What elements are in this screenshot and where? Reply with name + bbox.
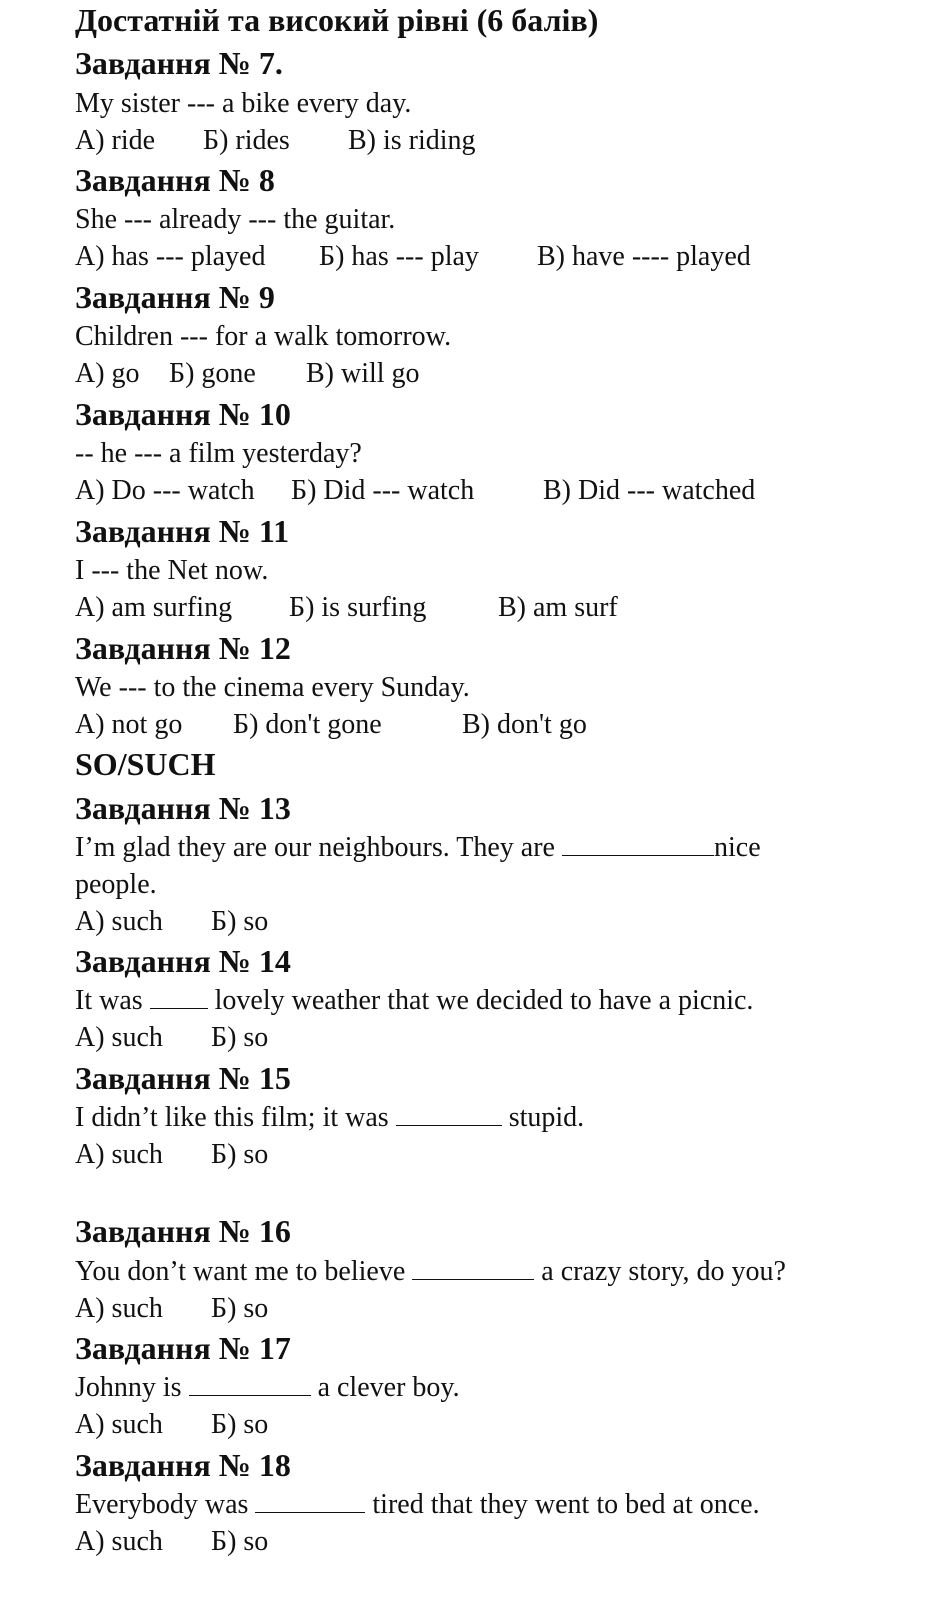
option-b: Б) Did --- watch xyxy=(291,475,475,506)
option-a: A) has --- played xyxy=(75,241,266,272)
option-c: B) Did --- watched xyxy=(543,475,756,506)
task-heading: Завдання № 11 xyxy=(75,513,290,549)
option-a: A) not go xyxy=(75,709,183,740)
question-part-1: It was xyxy=(75,985,143,1016)
question-part-1: I’m glad they are our neighbours. They are xyxy=(75,832,555,863)
task-question: We --- to the cinema every Sunday. xyxy=(75,672,470,703)
task-heading: Завдання № 14 xyxy=(75,943,291,979)
option-b: Б) rides xyxy=(203,125,290,156)
option-b: Б) has --- play xyxy=(319,241,479,272)
question-part-1: I didn’t like this film; it was xyxy=(75,1102,389,1133)
task-options xyxy=(75,591,618,625)
task-question: I --- the Net now. xyxy=(75,555,269,586)
task-heading: Завдання № 10 xyxy=(75,396,291,432)
task-options xyxy=(75,357,420,391)
section-title: Достатній та високий рівні (6 балів) xyxy=(75,2,599,38)
question-part-2: a crazy story, do you? xyxy=(541,1256,786,1287)
option-b: Б) gone xyxy=(169,358,256,389)
task-question: -- he --- a film yesterday? xyxy=(75,438,362,469)
option-b: Б) is surfing xyxy=(289,592,427,623)
task-options xyxy=(75,1021,268,1055)
option-c: B) is riding xyxy=(348,125,476,156)
task-question xyxy=(75,1255,786,1289)
option-b: Б) so xyxy=(211,906,269,937)
answer-blank xyxy=(150,986,208,1009)
option-a: A) such xyxy=(75,1139,163,1170)
task-question: She --- already --- the guitar. xyxy=(75,204,396,235)
task-options xyxy=(75,905,268,939)
task-options xyxy=(75,1292,268,1326)
task-question xyxy=(75,831,761,865)
subsection-title: SO/SUCH xyxy=(75,746,216,782)
task-options xyxy=(75,474,755,508)
task-question: Children --- for a walk tomorrow. xyxy=(75,321,452,352)
task-heading: Завдання № 17 xyxy=(75,1330,291,1366)
option-b: Б) so xyxy=(211,1139,269,1170)
task-options xyxy=(75,1408,268,1442)
task-options xyxy=(75,1525,268,1559)
option-a: A) such xyxy=(75,1022,163,1053)
option-a: A) such xyxy=(75,1526,163,1557)
question-part-2: tired that they went to bed at once. xyxy=(372,1489,760,1520)
option-a: A) am surfing xyxy=(75,592,233,623)
question-part-1: Everybody was xyxy=(75,1489,249,1520)
option-c: B) have ---- played xyxy=(537,241,751,272)
task-heading: Завдання № 12 xyxy=(75,630,291,666)
answer-blank xyxy=(396,1103,502,1126)
option-c: B) am surf xyxy=(498,592,618,623)
question-part-2: lovely weather that we decided to have a picnic. xyxy=(214,985,754,1016)
option-b: Б) so xyxy=(211,1409,269,1440)
option-a: A) go xyxy=(75,358,140,389)
task-options xyxy=(75,240,751,274)
task-options xyxy=(75,1138,268,1172)
question-part-1: Johnny is xyxy=(75,1372,182,1403)
task-question: My sister --- a bike every day. xyxy=(75,88,412,119)
task-question xyxy=(75,1371,460,1405)
task-heading: Завдання № 18 xyxy=(75,1447,291,1483)
task-heading: Завдання № 13 xyxy=(75,790,291,826)
option-a: A) Do --- watch xyxy=(75,475,255,506)
option-c: B) don't go xyxy=(462,709,587,740)
task-heading: Завдання № 16 xyxy=(75,1213,291,1249)
task-question-continued: people. xyxy=(75,869,157,900)
answer-blank xyxy=(189,1373,311,1396)
option-b: Б) so xyxy=(211,1022,269,1053)
task-question xyxy=(75,1488,760,1522)
option-a: A) such xyxy=(75,906,163,937)
question-part-2: a clever boy. xyxy=(317,1372,460,1403)
answer-blank xyxy=(412,1257,534,1280)
task-question xyxy=(75,1101,584,1135)
option-a: A) ride xyxy=(75,125,156,156)
option-a: A) such xyxy=(75,1293,163,1324)
task-heading: Завдання № 7. xyxy=(75,45,283,81)
task-heading: Завдання № 8 xyxy=(75,162,275,198)
option-a: A) such xyxy=(75,1409,163,1440)
option-c: B) will go xyxy=(306,358,420,389)
option-b: Б) so xyxy=(211,1293,269,1324)
question-part-1: You don’t want me to believe xyxy=(75,1256,406,1287)
answer-blank xyxy=(562,833,714,856)
question-part-2: nice xyxy=(713,832,761,863)
option-b: Б) so xyxy=(211,1526,269,1557)
question-part-2: stupid. xyxy=(508,1102,585,1133)
answer-blank xyxy=(255,1490,365,1513)
task-options xyxy=(75,124,476,158)
task-heading: Завдання № 15 xyxy=(75,1060,291,1096)
task-heading: Завдання № 9 xyxy=(75,279,275,315)
task-options xyxy=(75,708,587,742)
option-b: Б) don't gone xyxy=(233,709,382,740)
task-question xyxy=(75,984,753,1018)
